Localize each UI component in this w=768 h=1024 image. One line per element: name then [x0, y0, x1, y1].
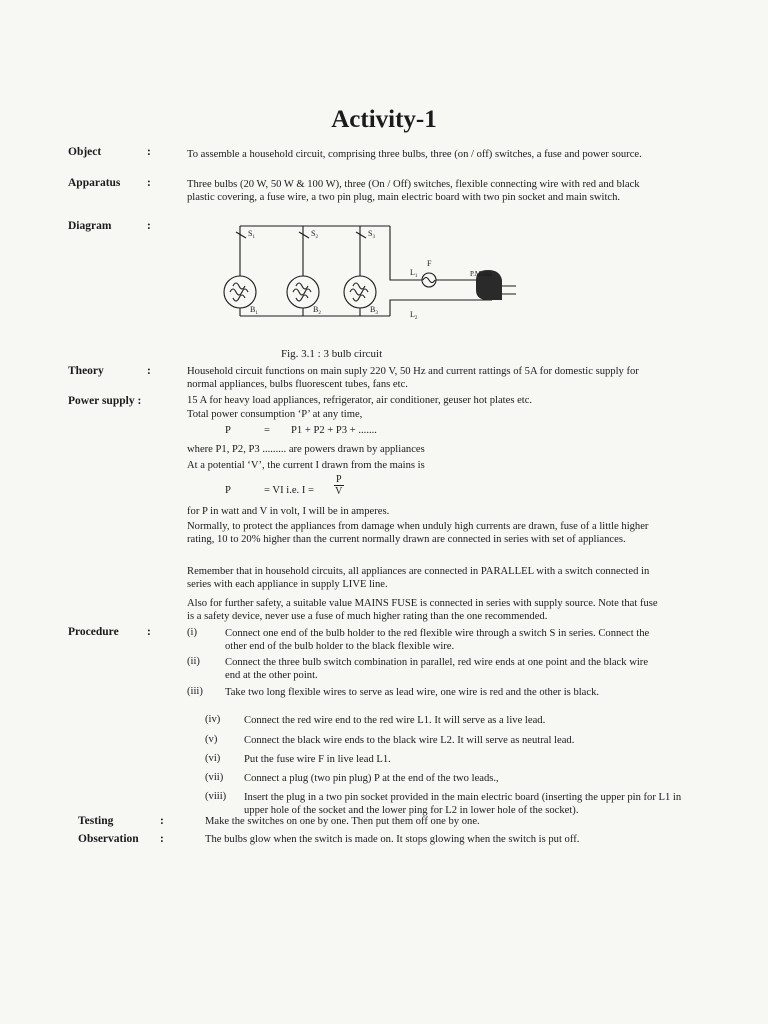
- live-lead-wire: [390, 226, 422, 280]
- procedure-step: Connect one end of the bulb holder to the red flexible wire through a switch S in series. Connect the other end of the bulb holder to the black flexible wire.: [225, 628, 650, 653]
- figure-caption: Fig. 3.1 : 3 bulb circuit: [281, 348, 383, 360]
- eq2-denominator: V: [335, 486, 343, 497]
- procedure-number: (iii): [187, 686, 203, 697]
- neutral-lead-wire: [390, 300, 492, 316]
- apparatus-text: Three bulbs (20 W, 50 W & 100 W), three (On / Off) switches, flexible connecting wire with red and black plastic covering, a fuse wire, a two pin plug, main electric board with two pin socket and main switch.: [187, 179, 640, 204]
- procedure-number: (iv): [205, 714, 221, 725]
- label-procedure: Procedure: [68, 626, 119, 638]
- mains-label: P.Mains: [470, 270, 493, 278]
- eq2-lhs: P: [225, 485, 231, 496]
- observation-text: The bulbs glow when the switch is made on. It stops glowing when the switch is put off.: [205, 834, 580, 845]
- procedure-step: Connect the red wire end to the red wire L1. It will serve as a live lead.: [244, 715, 546, 726]
- eq1-equals: =: [264, 425, 270, 436]
- lead-neutral-label: $L_2$: [410, 310, 418, 321]
- eq1-lhs: P: [225, 425, 231, 436]
- switch-label-3: $S_3$: [368, 229, 375, 240]
- label-apparatus: Apparatus: [68, 177, 121, 189]
- switch-1-lever: [236, 232, 246, 238]
- procedure-step: Connect a plug (two pin plug) P at the end of the two leads.,: [244, 773, 499, 784]
- label-power-supply: Power supply :: [68, 395, 142, 407]
- colon: :: [147, 220, 151, 232]
- procedure-number: (i): [187, 627, 197, 638]
- label-theory: Theory: [68, 365, 104, 377]
- procedure-step: Connect the three bulb switch combination in parallel, red wire ends at one point and the black wire end at the other point.: [225, 657, 649, 682]
- procedure-number: (viii): [205, 791, 227, 802]
- circuit-diagram: [200, 218, 520, 350]
- label-testing: Testing: [78, 815, 114, 827]
- colon: :: [160, 815, 164, 827]
- bulb-1-icon: [224, 276, 256, 308]
- procedure-step: Connect the black wire ends to the black wire L2. It will serve as neutral lead.: [244, 735, 575, 746]
- power-paragraph-3: Also for further safety, a suitable value MAINS FUSE is connected in series with supply source. Note that fuse is a safety device, never use a fuse of much higher rating than the one recommended.: [187, 598, 658, 623]
- object-text: To assemble a household circuit, comprising three bulbs, three (on / off) switches, a fuse and power source.: [187, 149, 642, 160]
- eq1-rhs: P1 + P2 + P3 + .......: [291, 425, 377, 436]
- bulb-3-icon: [344, 276, 376, 308]
- label-object: Object: [68, 146, 102, 158]
- colon: :: [147, 177, 151, 189]
- filament-1: [230, 283, 248, 301]
- label-observation: Observation: [78, 833, 139, 845]
- bulb-label-3: $B_3$: [370, 305, 378, 316]
- colon: :: [147, 365, 151, 377]
- eq2-numerator: P: [336, 474, 342, 485]
- procedure-step: Insert the plug in a two pin socket provided in the main electric board (inserting the upper pin for L1 in upper hole of the socket and the lower ping for L2 in lower hole of the socket).: [244, 792, 682, 817]
- power-line-3: where P1, P2, P3 ......... are powers drawn by appliances: [187, 444, 425, 455]
- lead-live-label: $L_1$: [410, 268, 418, 279]
- colon: :: [147, 146, 151, 158]
- procedure-number: (vi): [205, 753, 221, 764]
- eq2-fraction: [334, 474, 344, 497]
- filament-3: [350, 283, 368, 301]
- power-line-1: 15 A for heavy load appliances, refrigerator, air conditioner, geuser hot plates etc.: [187, 395, 533, 406]
- label-diagram: Diagram: [68, 220, 112, 232]
- filament-2: [293, 283, 311, 301]
- procedure-step: Take two long flexible wires to serve as lead wire, one wire is red and the other is black.: [225, 687, 600, 698]
- fuse-wire: [423, 278, 435, 283]
- fuse-label: F: [427, 259, 432, 268]
- theory-text: Household circuit functions on main suply 220 V, 50 Hz and current rattings of 5A for domestic supply for normal appliances, bulbs fluorescent tubes, fans etc.: [187, 366, 639, 391]
- switch-3-lever: [356, 232, 366, 238]
- plug-pins: [502, 286, 516, 294]
- switch-2-lever: [299, 232, 309, 238]
- power-paragraph-1: Normally, to protect the appliances from damage when unduly high currents are drawn, fuse of a little higher rating, 10 to 20% higher than the current normally drawn are connected in series with set of appliances.: [187, 521, 649, 546]
- testing-text: Make the switches on one by one. Then put them off one by one.: [205, 816, 480, 827]
- page-title: Activity-1: [331, 106, 437, 133]
- procedure-number: (ii): [187, 656, 200, 667]
- procedure-number: (v): [205, 734, 218, 745]
- bulb-label-1: $B_1$: [250, 305, 258, 316]
- eq2-mid: = VI i.e. I =: [264, 485, 314, 496]
- colon: :: [160, 833, 164, 845]
- power-paragraph-2: Remember that in household circuits, all appliances are connected in PARALLEL with a switch connected in series with each appliance in supply LIVE line.: [187, 566, 650, 591]
- bulb-label-2: $B_2$: [313, 305, 321, 316]
- bulb-2-icon: [287, 276, 319, 308]
- switch-label-2: $S_2$: [311, 229, 318, 240]
- power-line-2: Total power consumption ‘P’ at any time,: [187, 409, 363, 420]
- switch-label-1: $S_1$: [248, 229, 255, 240]
- power-line-4: At a potential ‘V’, the current I drawn from the mains is: [187, 460, 425, 471]
- power-line-5: for P in watt and V in volt, I will be in amperes.: [187, 506, 390, 517]
- procedure-step: Put the fuse wire F in live lead L1.: [244, 754, 391, 765]
- procedure-number: (vii): [205, 772, 224, 783]
- colon: :: [147, 626, 151, 638]
